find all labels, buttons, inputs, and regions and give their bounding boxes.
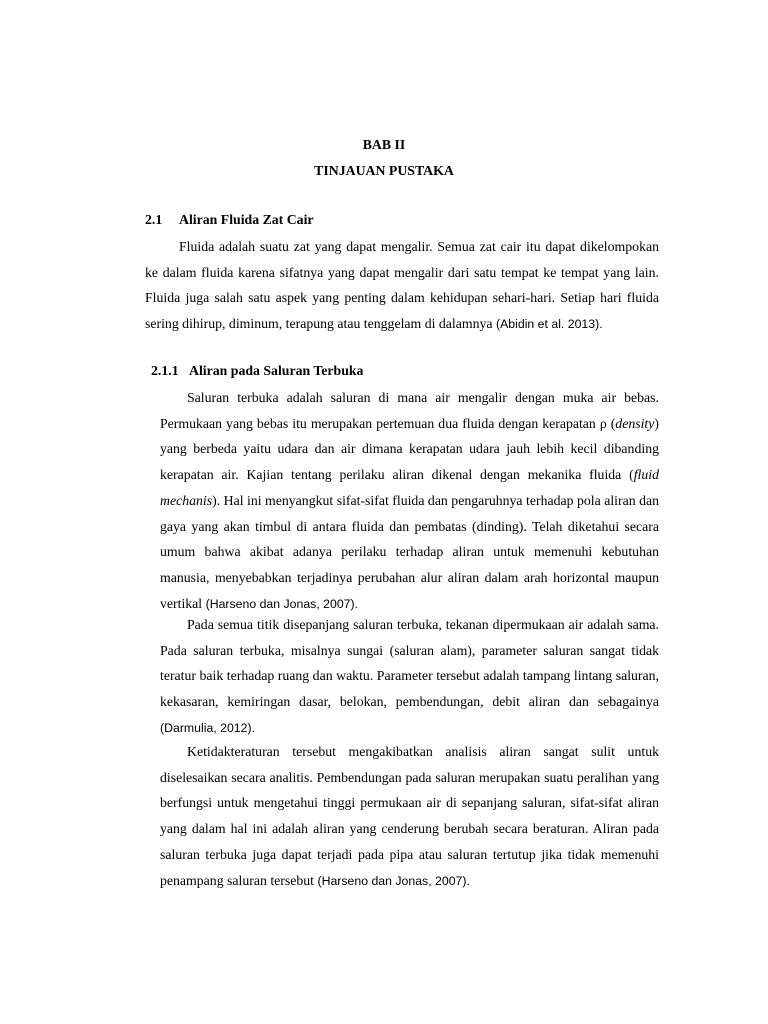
paragraph-2-text-c: ) yang berbeda yaitu udara dan air dimana kerapatan udara jauh lebih kecil dibanding kerapatan air. Kajian tentang perilaku aliran dikenal dengan mekanika fluida ( (160, 415, 659, 483)
paragraph-2-italic-fluid-mechanis: fluid mechanis (160, 467, 659, 508)
paragraph-2-citation: (Harseno dan Jonas, 2007). (205, 596, 359, 611)
section-number: 2.1 (145, 212, 163, 227)
subsection-title: Aliran pada Saluran Terbuka (189, 363, 364, 378)
section-heading (145, 212, 314, 228)
subsection-heading (151, 363, 363, 379)
section-title: Aliran Fluida Zat Cair (179, 212, 314, 227)
paragraph-3-citation: (Darmulia, 2012). (160, 720, 255, 735)
paragraph-2-text-a: Saluran terbuka adalah saluran di mana air mengalir dengan muka air bebas. Permukaan yang bebas itu merupakan pertemuan dua fluida dengan kerapatan ρ ( (160, 390, 659, 431)
paragraph-3-text: Pada semua titik disepanjang saluran terbuka, tekanan dipermukaan air adalah sama. Pada saluran terbuka, misalnya sungai (saluran alam), parameter saluran sangat tidak teratur baik terhadap ruang dan waktu. Parameter tersebut adalah tampang lintang saluran, kekasaran, kemiringan dasar, belokan, pembendungan, debit aliran dan sebagainya (160, 617, 659, 710)
chapter-title: TINJAUAN PUSTAKA (314, 163, 454, 178)
paragraph-2-text-e: ). Hal ini menyangkut sifat-sifat fluida dan pengaruhnya terhadap pola aliran dan gaya yang akan timbul di antara fluida dan pembatas (dinding). Telah diketahui secara umum bahwa akibat adanya perilaku terhadap aliran untuk memenuhi kebutuhan manusia, menyebabkan terjadinya perubahan alur aliran dalam arah horizontal maupun vertikal (160, 492, 659, 611)
paragraph-4-citation: (Harseno dan Jonas, 2007). (317, 873, 470, 888)
paragraph-4-text: Ketidakteraturan tersebut mengakibatkan analisis aliran sangat sulit untuk diselesaikan secara analitis. Pembendungan pada saluran merupakan suatu peralihan yang berfungsi untuk mengetahui tinggi permukaan air di sepanjang saluran, sifat-sifat aliran yang dalam hal ini adalah aliran yang cenderung berubah secara beraturan. Aliran pada saluran terbuka juga dapat terjadi pada pipa atau saluran tertutup jika tidak memenuhi penampang saluran tersebut (160, 744, 659, 888)
paragraph-1-citation: (Abidin et al. 2013). (495, 317, 603, 332)
paragraph-4 (160, 739, 659, 894)
paragraph-2-italic-density: density (615, 415, 655, 431)
paragraph-1 (145, 234, 659, 338)
subsection-number: 2.1.1 (151, 363, 179, 378)
paragraph-1-text: Fluida adalah suatu zat yang dapat mengalir. Semua zat cair itu dapat dikelompokan ke dalam fluida karena sifatnya yang dapat mengalir dari satu tempat ke tempat yang lain. Fluida juga salah satu aspek yang penting dalam kehidupan sehari-hari. Setiap hari fluida sering dihirup, diminum, terapung atau tenggelam di dalamnya (145, 239, 659, 332)
chapter-label: BAB II (362, 137, 406, 152)
paragraph-2 (160, 385, 659, 617)
paragraph-3 (160, 612, 659, 742)
